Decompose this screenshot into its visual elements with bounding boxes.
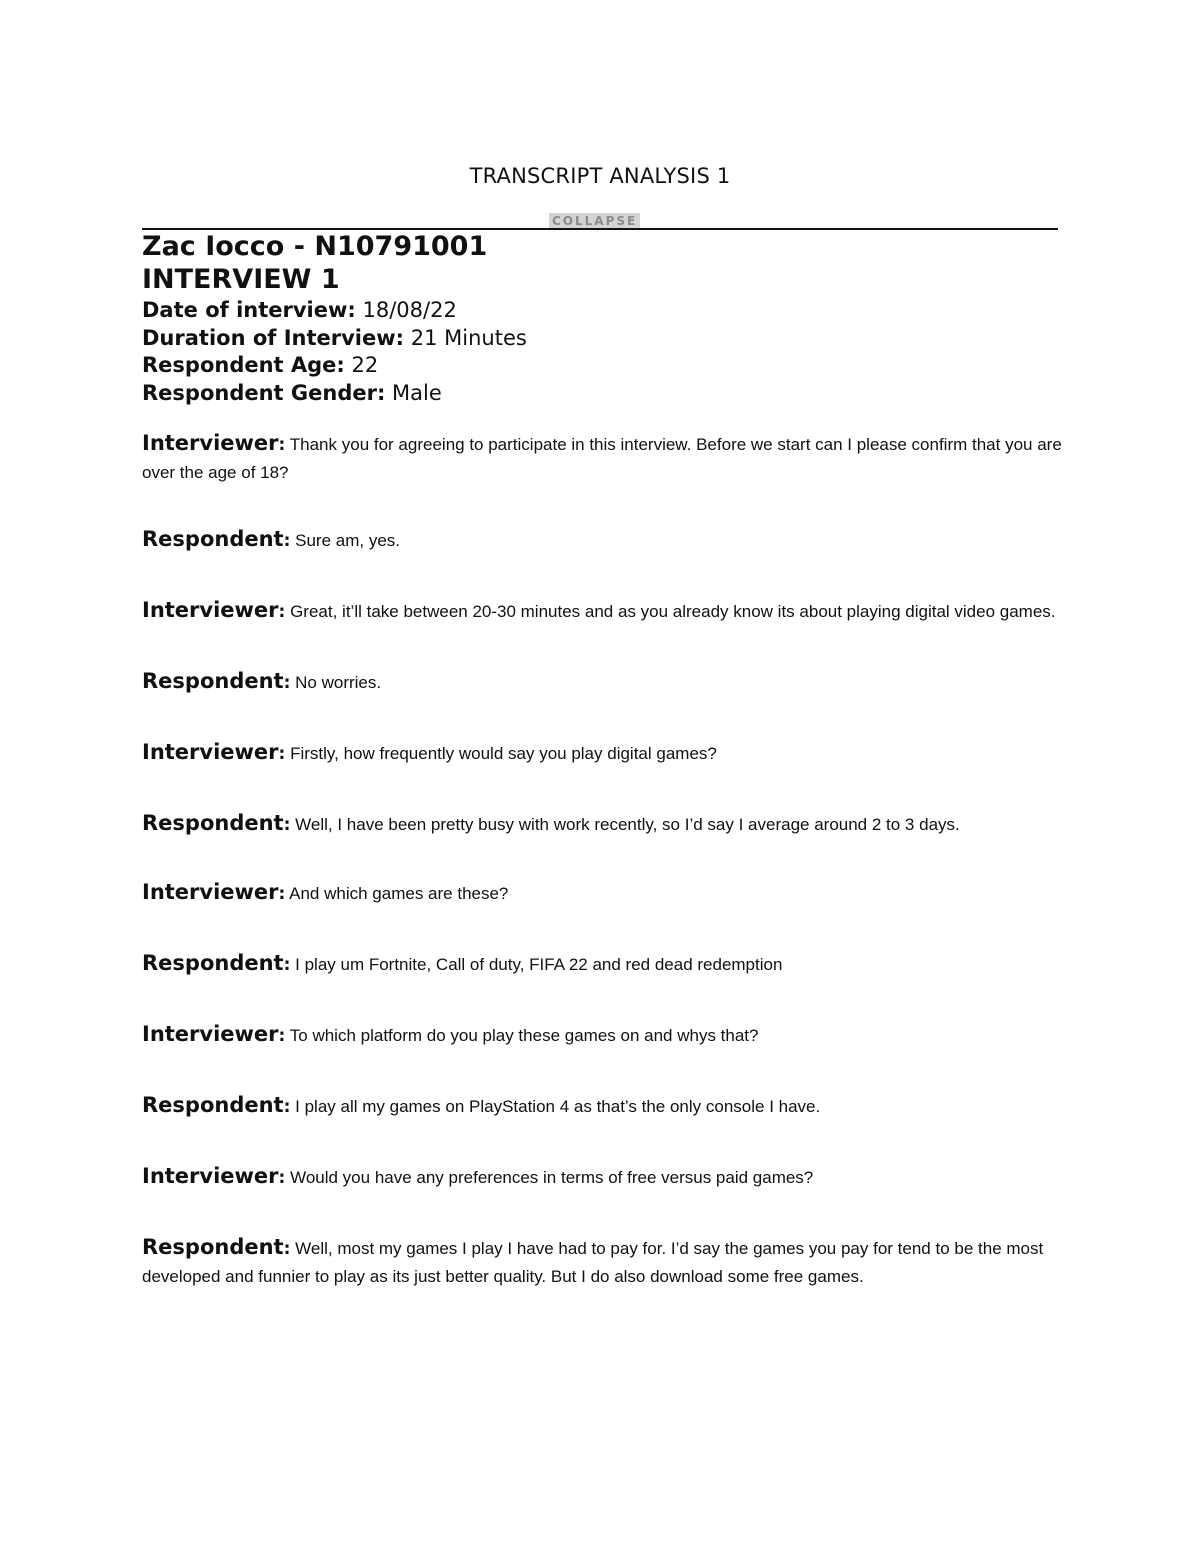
detail-age bbox=[142, 352, 1062, 380]
speaker-colon: : bbox=[283, 955, 291, 975]
speaker-colon: : bbox=[278, 435, 286, 455]
speaker-label: Interviewer bbox=[142, 1022, 279, 1046]
transcript-turn bbox=[142, 668, 1062, 697]
speaker-colon: : bbox=[283, 1239, 291, 1259]
page-header-title: TRANSCRIPT ANALYSIS 1 bbox=[469, 164, 731, 188]
speaker-label: Respondent bbox=[142, 527, 284, 551]
transcript-turn bbox=[142, 739, 1062, 768]
detail-value: 21 Minutes bbox=[410, 325, 527, 350]
speaker-label: Interviewer bbox=[142, 740, 279, 764]
turn-text: And which games are these? bbox=[289, 884, 509, 903]
speaker-label: Respondent bbox=[142, 1235, 284, 1259]
interview-title: INTERVIEW 1 bbox=[142, 264, 340, 295]
turn-text: I play all my games on PlayStation 4 as that’s the only console I have. bbox=[295, 1097, 821, 1116]
turn-text: Sure am, yes. bbox=[295, 531, 401, 550]
speaker-label: Interviewer bbox=[142, 880, 279, 904]
detail-value: Male bbox=[392, 380, 442, 405]
speaker-label: Respondent bbox=[142, 669, 284, 693]
transcript-turn bbox=[142, 950, 1062, 979]
transcript-turn bbox=[142, 430, 1062, 486]
turn-text: Thank you for agreeing to participate in this interview. Before we start can I please confirm that you are over the age of 18? bbox=[142, 435, 1062, 482]
speaker-colon: : bbox=[278, 602, 286, 622]
interview-metadata bbox=[142, 230, 1062, 407]
speaker-colon: : bbox=[283, 673, 291, 693]
detail-label: Date of interview: bbox=[142, 298, 356, 322]
transcript-turn bbox=[142, 597, 1062, 626]
speaker-label: Interviewer bbox=[142, 1164, 279, 1188]
speaker-colon: : bbox=[278, 1026, 286, 1046]
speaker-colon: : bbox=[278, 884, 286, 904]
collapse-button[interactable]: COLLAPSE bbox=[549, 213, 640, 229]
speaker-colon: : bbox=[283, 531, 291, 551]
transcript-turn bbox=[142, 1234, 1062, 1290]
turn-text: No worries. bbox=[295, 673, 382, 692]
speaker-colon: : bbox=[283, 1097, 291, 1117]
detail-value: 22 bbox=[351, 353, 379, 377]
speaker-colon: : bbox=[283, 815, 291, 835]
detail-label: Respondent Age: bbox=[142, 353, 345, 377]
turn-text: Great, it’ll take between 20-30 minutes and as you already know its about playing digital video games. bbox=[290, 602, 1056, 621]
turn-text: I play um Fortnite, Call of duty, FIFA 22 and red dead redemption bbox=[295, 955, 783, 974]
turn-text: Would you have any preferences in terms of free versus paid games? bbox=[290, 1168, 814, 1187]
turn-text: To which platform do you play these games on and whys that? bbox=[289, 1026, 759, 1045]
speaker-label: Respondent bbox=[142, 1093, 284, 1117]
turn-text: Firstly, how frequently would say you play digital games? bbox=[290, 744, 717, 763]
transcript-turn bbox=[142, 1092, 1062, 1121]
speaker-label: Respondent bbox=[142, 811, 284, 835]
detail-gender bbox=[142, 380, 1062, 408]
speaker-label: Interviewer bbox=[142, 598, 279, 622]
transcript-turn bbox=[142, 810, 1062, 839]
detail-value: 18/08/22 bbox=[362, 298, 457, 322]
speaker-label: Interviewer bbox=[142, 431, 279, 455]
transcript-turn bbox=[142, 1163, 1062, 1192]
speaker-colon: : bbox=[278, 744, 286, 764]
detail-date bbox=[142, 297, 1062, 325]
transcript-turn bbox=[142, 879, 1062, 908]
transcript-turn bbox=[142, 526, 1062, 555]
transcript-turn bbox=[142, 1021, 1062, 1050]
transcript-body bbox=[142, 430, 1062, 1290]
turn-text: Well, most my games I play I have had to pay for. I’d say the games you pay for tend to be the most developed and funnier to play as its just better quality. But I do also download some free games. bbox=[142, 1239, 1044, 1286]
detail-label: Respondent Gender: bbox=[142, 380, 386, 405]
turn-text: Well, I have been pretty busy with work recently, so I’d say I average around 2 to 3 days. bbox=[295, 815, 960, 834]
author-line: Zac Iocco - N10791001 bbox=[142, 231, 488, 262]
speaker-colon: : bbox=[278, 1168, 286, 1188]
detail-duration bbox=[142, 325, 1062, 353]
detail-label: Duration of Interview: bbox=[142, 325, 405, 350]
speaker-label: Respondent bbox=[142, 951, 284, 975]
